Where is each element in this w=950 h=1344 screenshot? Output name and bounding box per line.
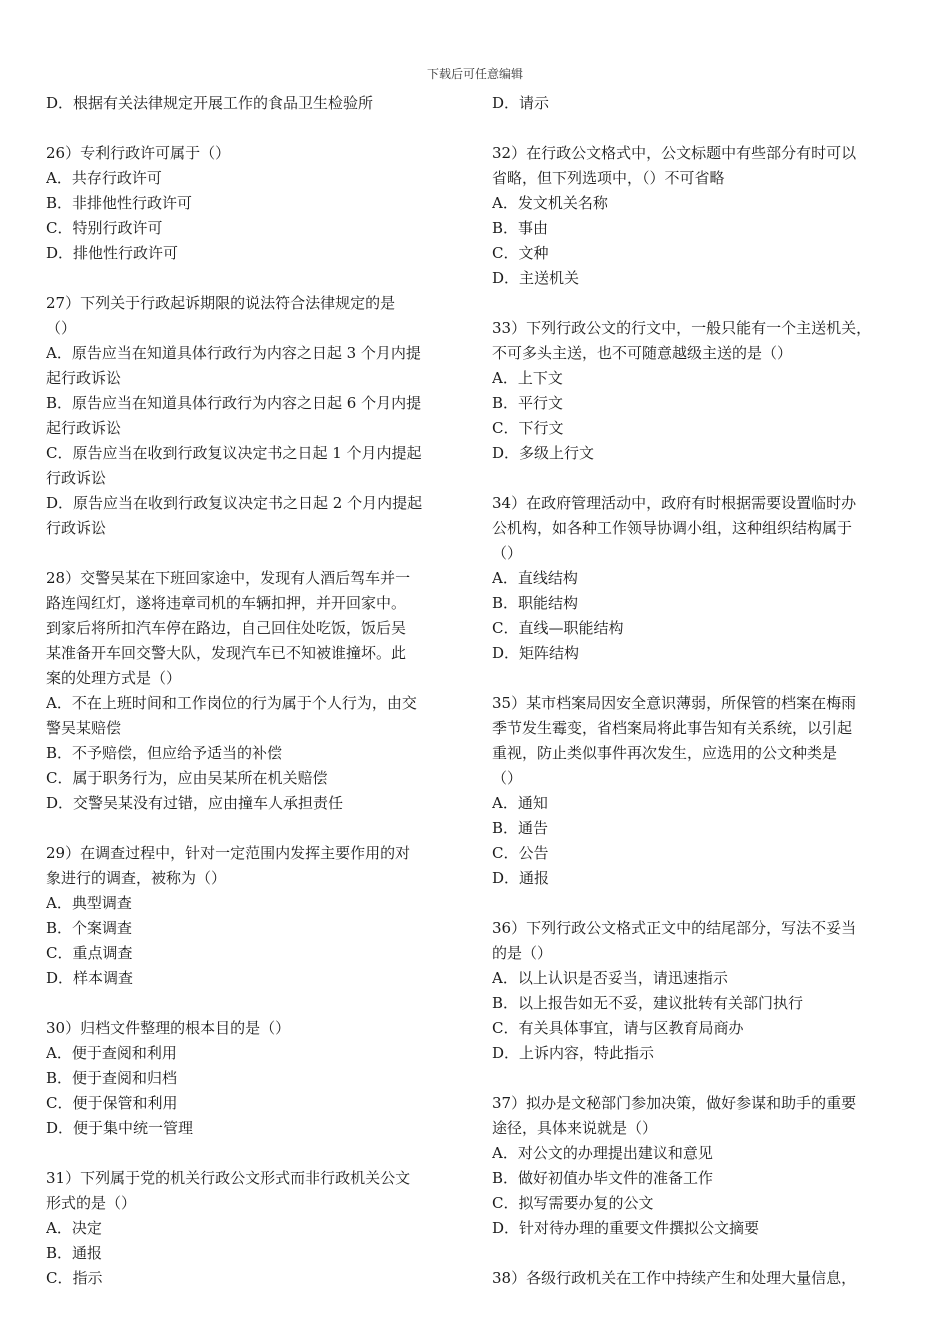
question-text: 26）专利行政许可属于（） <box>46 144 231 162</box>
question-text: 行政诉讼 <box>46 519 107 537</box>
question-text: 38）各级行政机关在工作中持续产生和处理大量信息， <box>492 1269 857 1287</box>
answer-option: A．通知 <box>492 794 548 812</box>
question-text: 37）拟办是文秘部门参加决策，做好参谋和助手的重要 <box>492 1094 857 1112</box>
answer-option: D．请示 <box>492 94 550 112</box>
answer-option: D．交警吴某没有过错，应由撞车人承担责任 <box>46 794 344 812</box>
answer-option: A．以上认识是否妥当，请迅速指示 <box>492 969 728 987</box>
answer-option: D．根据有关法律规定开展工作的食品卫生检验所 <box>46 94 374 112</box>
answer-option: A．对公文的办理提出建议和意见 <box>492 1144 713 1162</box>
question-block <box>46 1016 466 1141</box>
right-column <box>492 91 920 1316</box>
question-text: 路连闯红灯，遂将违章司机的车辆扣押，并开回家中。 <box>46 594 407 612</box>
question-block <box>492 91 920 116</box>
answer-option: B．以上报告如无不妥，建议批转有关部门执行 <box>492 994 804 1012</box>
question-text: 途径，具体来说就是（） <box>492 1119 658 1137</box>
answer-option: B．职能结构 <box>492 594 579 612</box>
answer-option: A．直线结构 <box>492 569 578 587</box>
answer-option: C．重点调查 <box>46 944 133 962</box>
answer-option: C．特别行政许可 <box>46 219 163 237</box>
answer-option: C．有关具体事宜，请与区教育局商办 <box>492 1019 744 1037</box>
answer-option: A．共存行政许可 <box>46 169 162 187</box>
answer-option: B．通告 <box>492 819 549 837</box>
question-text: （） <box>492 544 523 562</box>
answer-option: D．多级上行文 <box>492 444 595 462</box>
answer-option: C．原告应当在收到行政复议决定书之日起 1 个月内提起 <box>46 444 422 462</box>
page-header: 下载后可任意编辑 <box>426 67 523 81</box>
answer-option: B．便于查阅和归档 <box>46 1069 178 1087</box>
question-text: 30）归档文件整理的根本目的是（） <box>46 1019 291 1037</box>
question-block <box>492 916 920 1066</box>
answer-option: A．发文机关名称 <box>492 194 608 212</box>
question-text: 案的处理方式是（） <box>46 669 182 687</box>
question-block <box>492 1091 920 1241</box>
answer-option: B．通报 <box>46 1244 103 1262</box>
question-text: 到家后将所扣汽车停在路边，自己回住处吃饭，饭后吴 <box>46 619 407 637</box>
question-block <box>492 491 920 666</box>
answer-option: D．便于集中统一管理 <box>46 1119 194 1137</box>
question-block <box>46 841 466 991</box>
question-text: 27）下列关于行政起诉期限的说法符合法律规定的是 <box>46 294 396 312</box>
question-text: （） <box>492 769 523 787</box>
answer-option: C．便于保管和利用 <box>46 1094 178 1112</box>
answer-option: D．矩阵结构 <box>492 644 580 662</box>
question-text: 警吴某赔偿 <box>46 719 122 737</box>
question-block <box>46 91 466 116</box>
question-text: 某准备开车回交警大队，发现汽车已不知被谁撞坏。此 <box>46 644 407 662</box>
answer-option: D．原告应当在收到行政复议决定书之日起 2 个月内提起 <box>46 494 423 512</box>
question-block <box>46 566 466 816</box>
question-block <box>46 291 466 541</box>
answer-option: C．下行文 <box>492 419 564 437</box>
question-text: 季节发生霉变，省档案局将此事告知有关系统，以引起 <box>492 719 853 737</box>
question-text: 28）交警吴某在下班回家途中，发现有人酒后驾车并一 <box>46 569 411 587</box>
question-text: 的是（） <box>492 944 553 962</box>
question-text: 行政诉讼 <box>46 469 107 487</box>
question-text: 起行政诉讼 <box>46 419 122 437</box>
question-block <box>492 1266 920 1291</box>
question-text: 象进行的调查，被称为（） <box>46 869 227 887</box>
answer-option: A．便于查阅和利用 <box>46 1044 177 1062</box>
answer-option: B．平行文 <box>492 394 564 412</box>
question-block <box>492 691 920 891</box>
answer-option: B．不予赔偿，但应给予适当的补偿 <box>46 744 283 762</box>
question-text: 36）下列行政公文格式正文中的结尾部分，写法不妥当 <box>492 919 857 937</box>
answer-option: D．上诉内容，特此指示 <box>492 1044 655 1062</box>
answer-option: C．属于职务行为，应由吴某所在机关赔偿 <box>46 769 328 787</box>
answer-option: D．样本调查 <box>46 969 134 987</box>
question-text: 公机构，如各种工作领导协调小组，这种组织结构属于 <box>492 519 853 537</box>
question-block <box>46 1166 466 1291</box>
answer-option: B．事由 <box>492 219 549 237</box>
answer-option: D．通报 <box>492 869 550 887</box>
answer-option: B．原告应当在知道具体行政行为内容之日起 6 个月内提 <box>46 394 422 412</box>
question-text: 35）某市档案局因安全意识薄弱，所保管的档案在梅雨 <box>492 694 857 712</box>
question-text: 起行政诉讼 <box>46 369 122 387</box>
question-block <box>492 141 920 291</box>
question-text: 32）在行政公文格式中，公文标题中有些部分有时可以 <box>492 144 857 162</box>
question-text: 形式的是（） <box>46 1194 137 1212</box>
answer-option: A．上下文 <box>492 369 563 387</box>
question-text: （） <box>46 319 77 337</box>
question-block <box>46 141 466 266</box>
answer-option: C．直线—职能结构 <box>492 619 624 637</box>
answer-option: B．做好初值办毕文件的准备工作 <box>492 1169 714 1187</box>
question-text: 省略，但下列选项中，（）不可省略 <box>492 169 725 187</box>
question-text: 不可多头主送，也不可随意越级主送的是（） <box>492 344 793 362</box>
answer-option: D．主送机关 <box>492 269 580 287</box>
answer-option: C．公告 <box>492 844 549 862</box>
answer-option: B．非排他性行政许可 <box>46 194 193 212</box>
question-block <box>492 316 920 466</box>
answer-option: C．文种 <box>492 244 549 262</box>
question-text: 31）下列属于党的机关行政公文形式而非行政机关公文 <box>46 1169 411 1187</box>
answer-option: A．典型调查 <box>46 894 132 912</box>
answer-option: C．指示 <box>46 1269 103 1287</box>
question-text: 29）在调查过程中，针对一定范围内发挥主要作用的对 <box>46 844 411 862</box>
answer-option: C．拟写需要办复的公文 <box>492 1194 654 1212</box>
answer-option: A．不在上班时间和工作岗位的行为属于个人行为，由交 <box>46 694 417 712</box>
answer-option: D．排他性行政许可 <box>46 244 179 262</box>
answer-option: A．决定 <box>46 1219 102 1237</box>
question-text: 重视，防止类似事件再次发生，应选用的公文种类是 <box>492 744 838 762</box>
left-column <box>46 91 466 1316</box>
answer-option: A．原告应当在知道具体行政行为内容之日起 3 个月内提 <box>46 344 421 362</box>
question-text: 34）在政府管理活动中，政府有时根据需要设置临时办 <box>492 494 857 512</box>
answer-option: B．个案调查 <box>46 919 133 937</box>
question-text: 33）下列行政公文的行文中，一般只能有一个主送机关， <box>492 319 872 337</box>
answer-option: D．针对待办理的重要文件撰拟公文摘要 <box>492 1219 760 1237</box>
